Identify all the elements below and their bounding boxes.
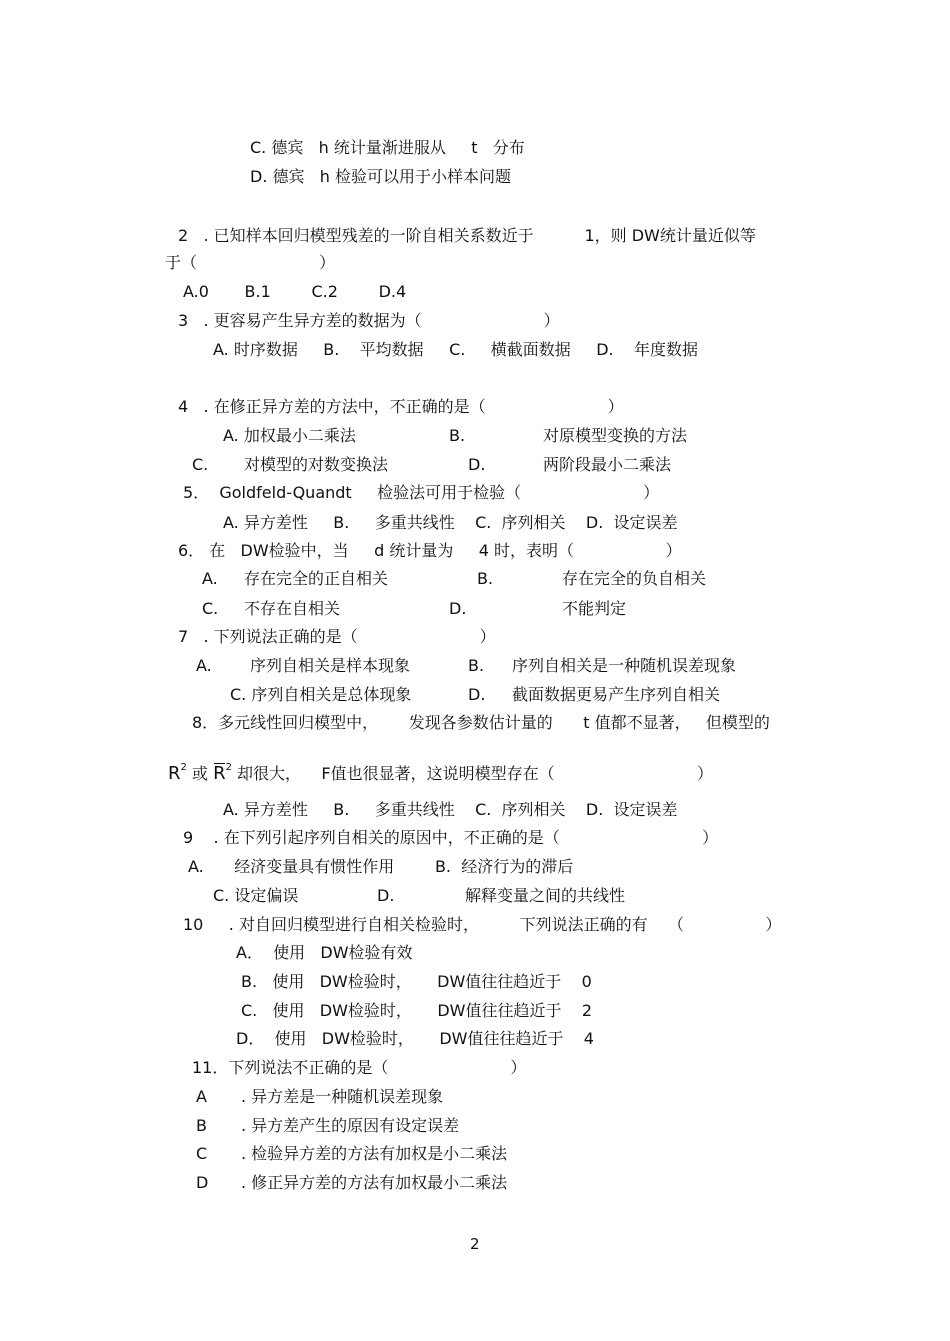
q4-option-c-text: 对模型的对数变换法 xyxy=(244,455,389,474)
q9-stem: 9 . 在下列引起序列自相关的原因中，不正确的是（ ） xyxy=(183,828,719,847)
q8-stem: 8．多元线性回归模型中， 发现各参数估计量的 t 值都不显著， 但模型的 xyxy=(192,713,770,732)
q7-option-c: C. 序列自相关是总体现象 xyxy=(230,685,412,704)
q6-option-d-text: 不能判定 xyxy=(562,599,627,618)
q5-stem: 5． Goldfeld-Quandt 检验法可用于检验（ ） xyxy=(183,483,660,502)
q11-option-b-label: B xyxy=(196,1116,207,1135)
q9-option-d-label: D. xyxy=(377,886,395,905)
q8-or: 或 xyxy=(186,764,214,783)
q6-option-b-text: 存在完全的负自相关 xyxy=(562,569,707,588)
q7-stem: 7 . 下列说法正确的是（ ） xyxy=(178,627,496,646)
q1-option-c: C. 德宾 h 统计量渐进服从 t 分布 xyxy=(250,138,525,157)
q11-option-b-text: . 异方差产生的原因有设定误差 xyxy=(241,1116,460,1135)
q10-stem: 10 . 对自回归模型进行自相关检验时， 下列说法正确的有 （ ） xyxy=(183,915,782,934)
q6-option-c-label: C. xyxy=(202,599,219,618)
q6-option-d-label: D. xyxy=(449,599,467,618)
q7-option-b-label: B. xyxy=(468,656,485,675)
q8-options: A. 异方差性 B. 多重共线性 C. 序列相关 D. 设定误差 xyxy=(223,800,678,819)
q11-option-c-text: . 检验异方差的方法有加权是小二乘法 xyxy=(241,1144,508,1163)
q3-stem: 3 . 更容易产生异方差的数据为（ ） xyxy=(178,311,560,330)
q11-option-c-label: C xyxy=(196,1144,208,1163)
q10-option-a: A． 使用 DW检验有效 xyxy=(236,943,413,962)
q5-options: A. 异方差性 B. 多重共线性 C. 序列相关 D. 设定误差 xyxy=(223,513,678,532)
q2-stem-continued: 于（ ） xyxy=(165,253,336,272)
q9-option-d-text: 解释变量之间的共线性 xyxy=(465,886,626,905)
q11-option-d-text: . 修正异方差的方法有加权最小二乘法 xyxy=(241,1173,508,1192)
q4-option-d-label: D. xyxy=(468,455,486,474)
q7-option-d-text: 截面数据更易产生序列自相关 xyxy=(512,685,721,704)
q7-option-a-text: 序列自相关是样本现象 xyxy=(250,656,411,675)
r-squared-exponent: 2 xyxy=(180,762,187,773)
q2-options: A.0 B.1 C.2 D.4 xyxy=(183,282,407,301)
q10-option-b: B. 使用 DW检验时， DW值往往趋近于 0 xyxy=(241,972,592,991)
q1-option-d: D. 德宾 h 检验可以用于小样本问题 xyxy=(250,167,511,186)
q4-option-c-label: C. xyxy=(192,455,209,474)
q4-option-b-text: 对原模型变换的方法 xyxy=(543,426,688,445)
q6-option-b-label: B. xyxy=(477,569,494,588)
q4-option-d-text: 两阶段最小二乘法 xyxy=(543,455,672,474)
q2-stem: 2 . 已知样本回归模型残差的一阶自相关系数近于 1，则 DW统计量近似等 xyxy=(178,226,756,245)
q3-options: A. 时序数据 B. 平均数据 C. 横截面数据 D. 年度数据 xyxy=(213,340,698,359)
q9-option-ab: A. 经济变量具有惯性作用 B. 经济行为的滞后 xyxy=(188,857,574,876)
q4-option-b-label: B. xyxy=(449,426,466,445)
q9-option-c: C. 设定偏误 xyxy=(213,886,299,905)
q7-option-a-label: A. xyxy=(196,656,212,675)
q8-stem-tail: 却很大， F值也很显著，这说明模型存在（ ） xyxy=(231,764,714,783)
page-number: 2 xyxy=(470,1235,480,1253)
q11-option-a-text: . 异方差是一种随机误差现象 xyxy=(241,1087,444,1106)
q7-option-b-text: 序列自相关是一种随机误差现象 xyxy=(512,656,737,675)
q11-option-a-label: A xyxy=(196,1087,207,1106)
q6-option-a-text: 存在完全的正自相关 xyxy=(244,569,389,588)
r-symbol: R xyxy=(168,763,181,784)
q7-option-d-label: D. xyxy=(468,685,486,704)
q10-option-c: C. 使用 DW检验时， DW值往往趋近于 2 xyxy=(241,1001,593,1020)
q6-stem: 6． 在 DW检验中，当 d 统计量为 4 时，表明（ ） xyxy=(178,541,682,560)
q4-stem: 4 . 在修正异方差的方法中，不正确的是（ ） xyxy=(178,397,624,416)
q11-option-d-label: D xyxy=(196,1173,209,1192)
r-bar-squared-exponent: 2 xyxy=(225,762,232,773)
q6-option-a-label: A. xyxy=(202,569,218,588)
q8-r-squared-line xyxy=(168,758,713,784)
q6-option-c-text: 不存在自相关 xyxy=(244,599,341,618)
r-bar-symbol: R xyxy=(213,763,226,784)
q4-option-a: A. 加权最小二乘法 xyxy=(223,426,356,445)
q11-stem: 11．下列说法不正确的是（ ） xyxy=(192,1058,527,1077)
q10-option-d: D． 使用 DW检验时， DW值往往趋近于 4 xyxy=(236,1029,594,1048)
